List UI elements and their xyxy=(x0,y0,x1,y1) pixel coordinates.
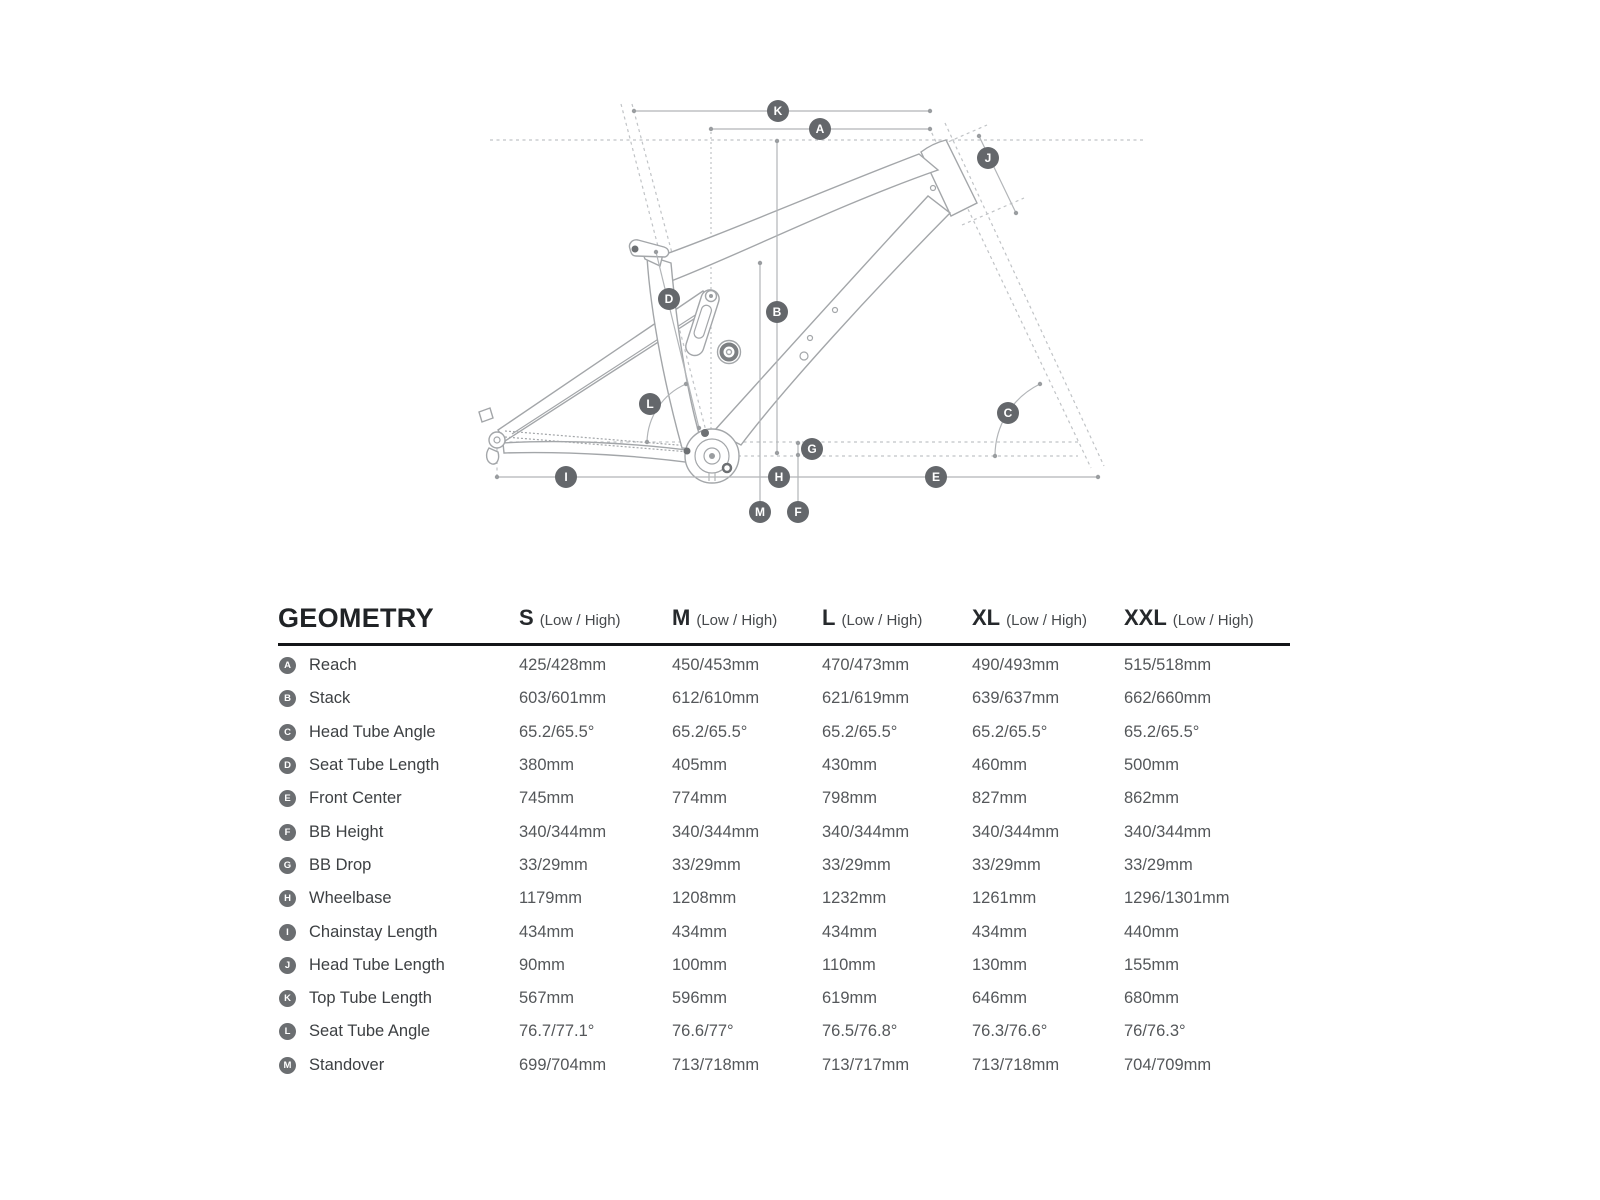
size-note: (Low / High) xyxy=(841,612,923,629)
size-letter: XL xyxy=(972,605,1001,630)
table-row-wheelbase xyxy=(278,882,1290,915)
row-label: Top Tube Length xyxy=(309,989,432,1008)
value-m: 100mm xyxy=(672,955,728,974)
diagram-badge-letter: D xyxy=(664,292,674,307)
value-s: 1179mm xyxy=(519,889,582,908)
table-header xyxy=(278,596,1290,640)
table-row-top-tube-length xyxy=(278,982,1290,1015)
value-xl: 646mm xyxy=(972,989,1028,1008)
row-label: Wheelbase xyxy=(309,889,392,908)
table-row-stack xyxy=(278,682,1290,715)
row-letter-badge: L xyxy=(279,1023,296,1040)
row-label-cell xyxy=(278,823,519,842)
size-letter: M xyxy=(672,605,691,630)
row-label-cell xyxy=(278,756,519,775)
row-letter-badge: I xyxy=(279,924,296,941)
value-m: 340/344mm xyxy=(672,822,760,841)
diagram-badge-letter: J xyxy=(984,151,992,166)
value-xl: 639/637mm xyxy=(972,689,1060,708)
table-row-chainstay-length xyxy=(278,915,1290,948)
row-letter-badge: G xyxy=(279,857,296,874)
table-row-head-tube-length xyxy=(278,949,1290,982)
value-m: 33/29mm xyxy=(672,855,741,874)
row-label: Head Tube Length xyxy=(309,955,445,974)
diagram-badge-letter: K xyxy=(773,104,783,119)
row-label-cell xyxy=(278,956,519,975)
value-xxl: 76/76.3° xyxy=(1124,1022,1186,1041)
size-header-l xyxy=(822,605,972,631)
value-l: 713/717mm xyxy=(822,1055,910,1074)
size-note: (Low / High) xyxy=(1006,612,1087,629)
row-label-cell xyxy=(278,923,519,942)
value-l: 76.5/76.8° xyxy=(822,1022,898,1041)
value-s: 745mm xyxy=(519,789,575,808)
row-letter-badge: A xyxy=(279,657,296,674)
size-letter: L xyxy=(822,605,836,630)
value-m: 612/610mm xyxy=(672,689,760,708)
value-xxl: 65.2/65.5° xyxy=(1124,722,1200,741)
value-m: 76.6/77° xyxy=(672,1022,734,1041)
table-rows xyxy=(278,649,1290,1082)
bike-geometry-diagram xyxy=(0,0,1600,560)
row-letter-badge: F xyxy=(279,824,296,841)
row-label: Head Tube Angle xyxy=(309,722,436,741)
row-letter-badge: K xyxy=(279,990,296,1007)
row-label-cell xyxy=(278,1056,519,1075)
diagram-badge-letter: F xyxy=(794,505,802,520)
value-l: 621/619mm xyxy=(822,689,910,708)
value-l: 434mm xyxy=(822,922,878,941)
value-s: 603/601mm xyxy=(519,689,607,708)
table-row-bb-height xyxy=(278,815,1290,848)
diagram-badge-letter: B xyxy=(772,305,782,320)
value-xl: 713/718mm xyxy=(972,1055,1060,1074)
diagram-badge-letter: L xyxy=(646,397,654,412)
row-label: Seat Tube Angle xyxy=(309,1022,431,1041)
row-label-cell xyxy=(278,656,519,675)
value-xxl: 500mm xyxy=(1124,756,1180,775)
row-label-cell xyxy=(278,989,519,1008)
row-label-cell xyxy=(278,789,519,808)
size-letter: S xyxy=(519,605,534,630)
value-m: 774mm xyxy=(672,789,728,808)
row-label: Standover xyxy=(309,1055,385,1074)
value-xl: 460mm xyxy=(972,756,1028,775)
row-label-cell xyxy=(278,723,519,742)
table-row-reach xyxy=(278,649,1290,682)
row-label-cell xyxy=(278,689,519,708)
value-xxl: 704/709mm xyxy=(1124,1055,1212,1074)
row-letter-badge: J xyxy=(279,957,296,974)
diagram-badge-letter: I xyxy=(564,470,568,485)
value-xxl: 440mm xyxy=(1124,922,1180,941)
construction-lines xyxy=(490,104,1145,477)
header-rule xyxy=(278,643,1290,646)
value-xxl: 680mm xyxy=(1124,989,1180,1008)
value-l: 340/344mm xyxy=(822,822,910,841)
value-m: 405mm xyxy=(672,756,728,775)
value-l: 619mm xyxy=(822,989,878,1008)
value-s: 340/344mm xyxy=(519,822,607,841)
row-label-cell xyxy=(278,889,519,908)
diagram-badge-letter: E xyxy=(931,470,941,485)
value-l: 65.2/65.5° xyxy=(822,722,898,741)
value-s: 699/704mm xyxy=(519,1055,607,1074)
value-xl: 33/29mm xyxy=(972,855,1041,874)
value-xxl: 662/660mm xyxy=(1124,689,1212,708)
value-m: 450/453mm xyxy=(672,656,760,675)
value-xxl: 862mm xyxy=(1124,789,1180,808)
table-row-seat-tube-angle xyxy=(278,1015,1290,1048)
table-title: GEOMETRY xyxy=(278,602,434,633)
table-row-bb-drop xyxy=(278,849,1290,882)
size-letter: XXL xyxy=(1124,605,1167,630)
size-note: (Low / High) xyxy=(696,612,778,629)
size-header-s xyxy=(519,605,672,631)
value-xxl: 340/344mm xyxy=(1124,822,1212,841)
value-m: 434mm xyxy=(672,922,728,941)
value-s: 434mm xyxy=(519,922,575,941)
geometry-table xyxy=(278,596,1290,1082)
value-s: 65.2/65.5° xyxy=(519,722,595,741)
row-label: Reach xyxy=(309,656,357,675)
value-m: 596mm xyxy=(672,989,728,1008)
value-l: 798mm xyxy=(822,789,878,808)
value-xxl: 515/518mm xyxy=(1124,656,1212,675)
row-letter-badge: M xyxy=(279,1057,296,1074)
bottom-bracket xyxy=(684,429,740,483)
value-l: 470/473mm xyxy=(822,656,910,675)
row-label-cell xyxy=(278,1022,519,1041)
value-s: 76.7/77.1° xyxy=(519,1022,595,1041)
value-s: 425/428mm xyxy=(519,656,607,675)
value-xl: 65.2/65.5° xyxy=(972,722,1048,741)
size-note: (Low / High) xyxy=(1172,612,1254,629)
row-letter-badge: C xyxy=(279,724,296,741)
value-l: 430mm xyxy=(822,756,878,775)
value-m: 65.2/65.5° xyxy=(672,722,748,741)
value-xl: 434mm xyxy=(972,922,1028,941)
value-l: 110mm xyxy=(822,955,876,974)
table-row-standover xyxy=(278,1049,1290,1082)
value-m: 1208mm xyxy=(672,889,737,908)
front-triangle xyxy=(629,140,977,450)
value-xl: 76.3/76.6° xyxy=(972,1022,1048,1041)
value-s: 567mm xyxy=(519,989,575,1008)
size-note: (Low / High) xyxy=(539,612,621,629)
value-m: 713/718mm xyxy=(672,1055,760,1074)
size-header-m xyxy=(672,605,822,631)
value-xl: 1261mm xyxy=(972,889,1037,908)
value-s: 380mm xyxy=(519,756,575,775)
row-label: Front Center xyxy=(309,789,402,808)
value-xxl: 33/29mm xyxy=(1124,855,1193,874)
diagram-badge-letter: H xyxy=(774,470,784,485)
diagram-badge-letter: A xyxy=(815,122,825,137)
row-label-cell xyxy=(278,856,519,875)
row-letter-badge: E xyxy=(279,790,296,807)
diagram-badge-letter: G xyxy=(807,442,817,457)
table-row-head-tube-angle xyxy=(278,716,1290,749)
value-s: 33/29mm xyxy=(519,855,588,874)
row-letter-badge: B xyxy=(279,690,296,707)
row-label: BB Drop xyxy=(309,855,372,874)
value-l: 1232mm xyxy=(822,889,887,908)
value-xl: 490/493mm xyxy=(972,656,1060,675)
value-xl: 340/344mm xyxy=(972,822,1060,841)
row-label: Chainstay Length xyxy=(309,922,438,941)
row-letter-badge: D xyxy=(279,757,296,774)
row-label: BB Height xyxy=(309,822,384,841)
table-row-front-center xyxy=(278,782,1290,815)
size-header-xl xyxy=(972,605,1124,631)
row-letter-badge: H xyxy=(279,890,296,907)
value-xl: 827mm xyxy=(972,789,1028,808)
size-header-xxl xyxy=(1124,605,1290,631)
value-s: 90mm xyxy=(519,955,565,974)
diagram-badge-letter: M xyxy=(755,505,765,520)
row-label: Seat Tube Length xyxy=(309,756,440,775)
table-row-seat-tube-length xyxy=(278,749,1290,782)
diagram-badge-letter: C xyxy=(1003,406,1013,421)
row-label: Stack xyxy=(309,689,351,708)
value-xl: 130mm xyxy=(972,955,1028,974)
value-xxl: 155mm xyxy=(1124,955,1180,974)
value-xxl: 1296/1301mm xyxy=(1124,889,1230,908)
value-l: 33/29mm xyxy=(822,855,891,874)
